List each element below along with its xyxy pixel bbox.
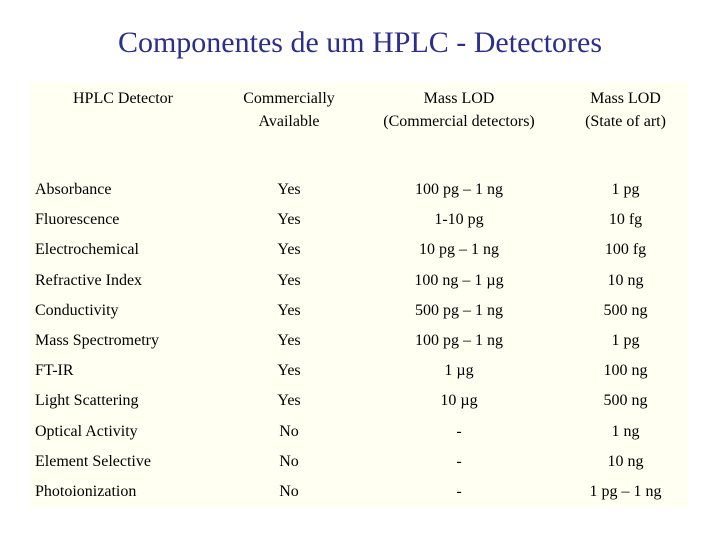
commercially-available: Yes: [277, 331, 301, 349]
table-row: [30, 235, 688, 265]
commercially-available: No: [279, 452, 299, 470]
header-commercial-line-2: Available: [258, 113, 320, 130]
mass-lod-commercial: 1 µg: [444, 362, 474, 380]
table-row: [30, 356, 688, 386]
table-row: [30, 326, 688, 356]
mass-lod-state-of-art: 10 fg: [608, 211, 643, 229]
mass-lod-commercial: 1-10 pg: [434, 211, 484, 229]
mass-lod-state-of-art: 1 pg: [611, 181, 640, 198]
header-commercially-available: [225, 82, 353, 176]
detector-name: Optical Activity: [35, 422, 138, 440]
detector-name: Fluorescence: [35, 211, 120, 229]
header-lod-commercial-line-2: (Commercial detectors): [383, 113, 535, 130]
header-commercial-line-1: Commercially: [243, 90, 335, 107]
detector-name: Light Scattering: [35, 392, 139, 410]
mass-lod-state-of-art: 1 pg – 1 ng: [589, 482, 662, 500]
header-mass-lod-commercial: [360, 82, 558, 176]
commercially-available: Yes: [277, 181, 301, 198]
mass-lod-state-of-art: 1 pg: [611, 331, 640, 349]
commercially-available: Yes: [277, 362, 301, 380]
table-row: [30, 205, 688, 235]
detector-name: Photoionization: [35, 482, 137, 500]
mass-lod-commercial: 500 pg – 1 ng: [415, 301, 503, 319]
mass-lod-commercial: 100 ng – 1 µg: [414, 271, 504, 289]
table-row: [30, 175, 688, 205]
table-row: [30, 417, 688, 447]
mass-lod-state-of-art: 10 ng: [607, 271, 644, 289]
commercially-available: No: [279, 482, 299, 500]
mass-lod-state-of-art: 500 ng: [603, 392, 648, 410]
mass-lod-commercial: -: [456, 482, 462, 500]
table-row: [30, 386, 688, 416]
detector-name: Refractive Index: [35, 271, 143, 289]
mass-lod-state-of-art: 500 ng: [603, 301, 648, 319]
mass-lod-commercial: 100 pg – 1 ng: [415, 331, 503, 349]
commercially-available: Yes: [277, 301, 301, 319]
commercially-available: Yes: [277, 241, 301, 259]
mass-lod-commercial: -: [456, 452, 462, 470]
mass-lod-commercial: 10 pg – 1 ng: [419, 241, 499, 259]
mass-lod-commercial: 10 µg: [440, 392, 478, 410]
header-lod-state-line-2: (State of art): [585, 113, 666, 130]
header-detector-line-1: HPLC Detector: [73, 90, 173, 107]
header-mass-lod-state-of-art: [563, 82, 688, 176]
detectors-table: [30, 82, 688, 508]
detector-name: FT-IR: [35, 362, 74, 380]
mass-lod-commercial: -: [456, 422, 462, 440]
header-lod-state-line-1: Mass LOD: [590, 90, 661, 107]
mass-lod-state-of-art: 10 ng: [607, 452, 644, 470]
slide-title: Componentes de um HPLC - Detectores: [117, 26, 603, 59]
table-row: [30, 266, 688, 296]
commercially-available: Yes: [277, 392, 301, 410]
detector-name: Absorbance: [35, 181, 112, 198]
header-detector: [30, 82, 216, 176]
commercially-available: No: [279, 422, 299, 440]
detector-name: Conductivity: [35, 301, 119, 319]
table-body: [30, 175, 688, 507]
table-row: [30, 296, 688, 326]
mass-lod-commercial: 100 pg – 1 ng: [415, 181, 503, 198]
header-lod-commercial-line-1: Mass LOD: [423, 90, 495, 107]
table-row: [30, 477, 688, 507]
detector-name: Element Selective: [35, 452, 151, 470]
table-row: [30, 447, 688, 477]
detector-name: Electrochemical: [35, 241, 139, 259]
commercially-available: Yes: [277, 211, 301, 229]
commercially-available: Yes: [277, 271, 301, 289]
mass-lod-state-of-art: 100 fg: [604, 241, 647, 259]
mass-lod-state-of-art: 1 ng: [611, 422, 640, 440]
mass-lod-state-of-art: 100 ng: [603, 362, 648, 380]
detector-name: Mass Spectrometry: [35, 331, 159, 349]
